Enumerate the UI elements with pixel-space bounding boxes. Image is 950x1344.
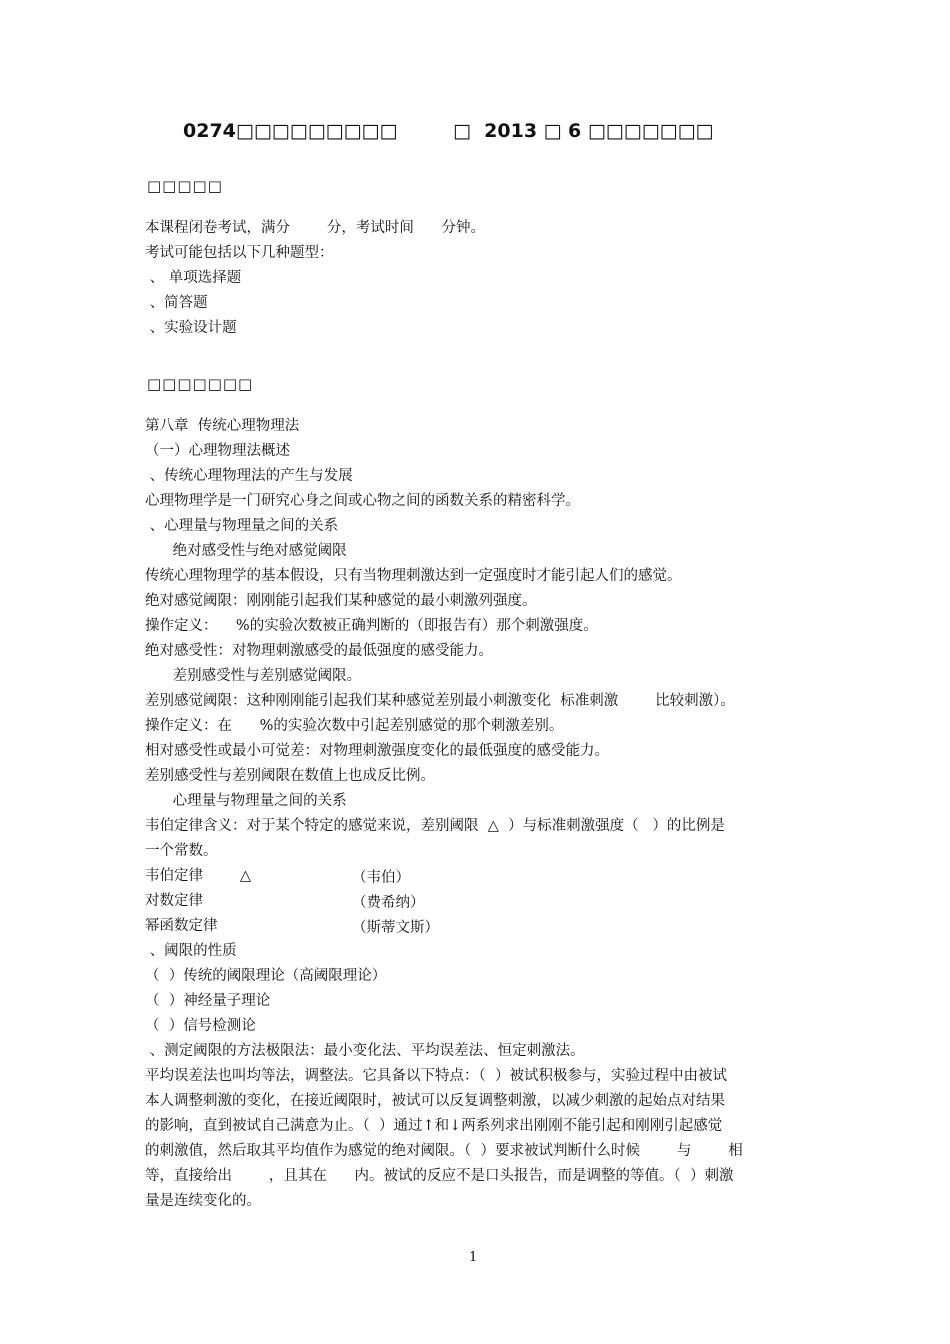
law-name: 幂函数定律 (145, 918, 218, 934)
title-year: □ 2013 □ (453, 120, 562, 142)
body-line: 的影响，直到被试自己满意为止。（ ）通过↑和↓两系列求出刚刚不能引起和刚刚引起感觉 (145, 1118, 723, 1134)
document-title (0, 120, 950, 150)
body-line: 传统心理物理学的基本假设，只有当物理刺激达到一定强度时才能引起人们的感觉。 (145, 568, 682, 584)
law-author: （费希纳） (352, 895, 425, 911)
body-line: 、测定阈限的方法极限法：最小变化法、平均误差法、恒定刺激法。 (145, 1043, 585, 1059)
title-month: 6 □□□□□□□ (568, 120, 714, 142)
body-line: 一个常数。 (145, 843, 218, 859)
body-line: （ ）神经量子理论 (145, 993, 271, 1009)
body-line: 相对感受性或最小可觉差：对物理刺激强度变化的最低强度的感受能力。 (145, 743, 609, 759)
body-line: 差别感受性与差别阈限在数值上也成反比例。 (145, 768, 435, 784)
law-name: 韦伯定律 △ (145, 868, 252, 884)
body-line: 、心理量与物理量之间的关系 (145, 518, 339, 534)
title-course-code: 0274□□□□□□□□□ (183, 120, 398, 142)
exam-info-line: 考试可能包括以下几种题型： (145, 245, 334, 261)
section-heading-1: □□□□□ (147, 177, 223, 195)
body-line: 第八章 传统心理物理法 (145, 418, 300, 434)
body-line: 差别感觉阈限：这种刚刚能引起我们某种感觉差别最小刺激变化 标准刺激 比较刺激）。 (145, 693, 735, 709)
exam-info-line: 、实验设计题 (145, 320, 237, 336)
body-line: 、传统心理物理法的产生与发展 (145, 468, 353, 484)
body-line: 绝对感觉阈限：刚刚能引起我们某种感觉的最小刺激列强度。 (145, 593, 537, 609)
exam-info-line: 本课程闭卷考试，满分 分，考试时间 分钟。 (145, 220, 486, 236)
body-line: 的刺激值，然后取其平均值作为感觉的绝对阈限。（ ）要求被试判断什么时候 与 相 (145, 1143, 743, 1159)
body-line: 等，直接给出 ，且其在 内。被试的反应不是口头报告，而是调整的等值。（ ）刺激 (145, 1168, 734, 1184)
law-author: （韦伯） (352, 870, 410, 886)
law-name: 对数定律 (145, 893, 203, 909)
body-line: 操作定义： %的实验次数被正确判断的（即报告有）那个刺激强度。 (145, 618, 598, 634)
body-line: 操作定义：在 %的实验次数中引起差别感觉的那个刺激差别。 (145, 718, 564, 734)
body-line: 绝对感受性：对物理刺激感受的最低强度的感受能力。 (145, 643, 493, 659)
body-line: 平均误差法也叫均等法，调整法。它具备以下特点：（ ）被试积极参与，实验过程中由被试 (145, 1068, 727, 1084)
body-line: 心理量与物理量之间的关系 (145, 793, 347, 809)
body-line: 本人调整刺激的变化，在接近阈限时，被试可以反复调整刺激，以减少刺激的起始点对结果 (145, 1093, 725, 1109)
exam-info-line: 、简答题 (145, 295, 208, 311)
exam-info-line: 、 单项选择题 (145, 270, 242, 286)
body-line: 差别感受性与差别感觉阈限。 (145, 668, 362, 684)
page-number: 1 (469, 1250, 478, 1265)
body-line: 量是连续变化的。 (145, 1193, 261, 1209)
body-line: （一）心理物理法概述 (145, 443, 290, 459)
body-line: 绝对感受性与绝对感觉阈限 (145, 543, 347, 559)
section-heading-2: □□□□□□□ (147, 375, 254, 393)
body-line: （ ）信号检测论 (145, 1018, 256, 1034)
body-line: 、阈限的性质 (145, 943, 237, 959)
body-line: 心理物理学是一门研究心身之间或心物之间的函数关系的精密科学。 (145, 493, 580, 509)
body-line: （ ）传统的阈限理论（高阈限理论） (145, 968, 387, 984)
law-author: （斯蒂文斯） (352, 920, 439, 936)
body-line: 韦伯定律含义：对于某个特定的感觉来说，差别阈限 △ ）与标准刺激强度（ ）的比例是 (145, 818, 725, 834)
